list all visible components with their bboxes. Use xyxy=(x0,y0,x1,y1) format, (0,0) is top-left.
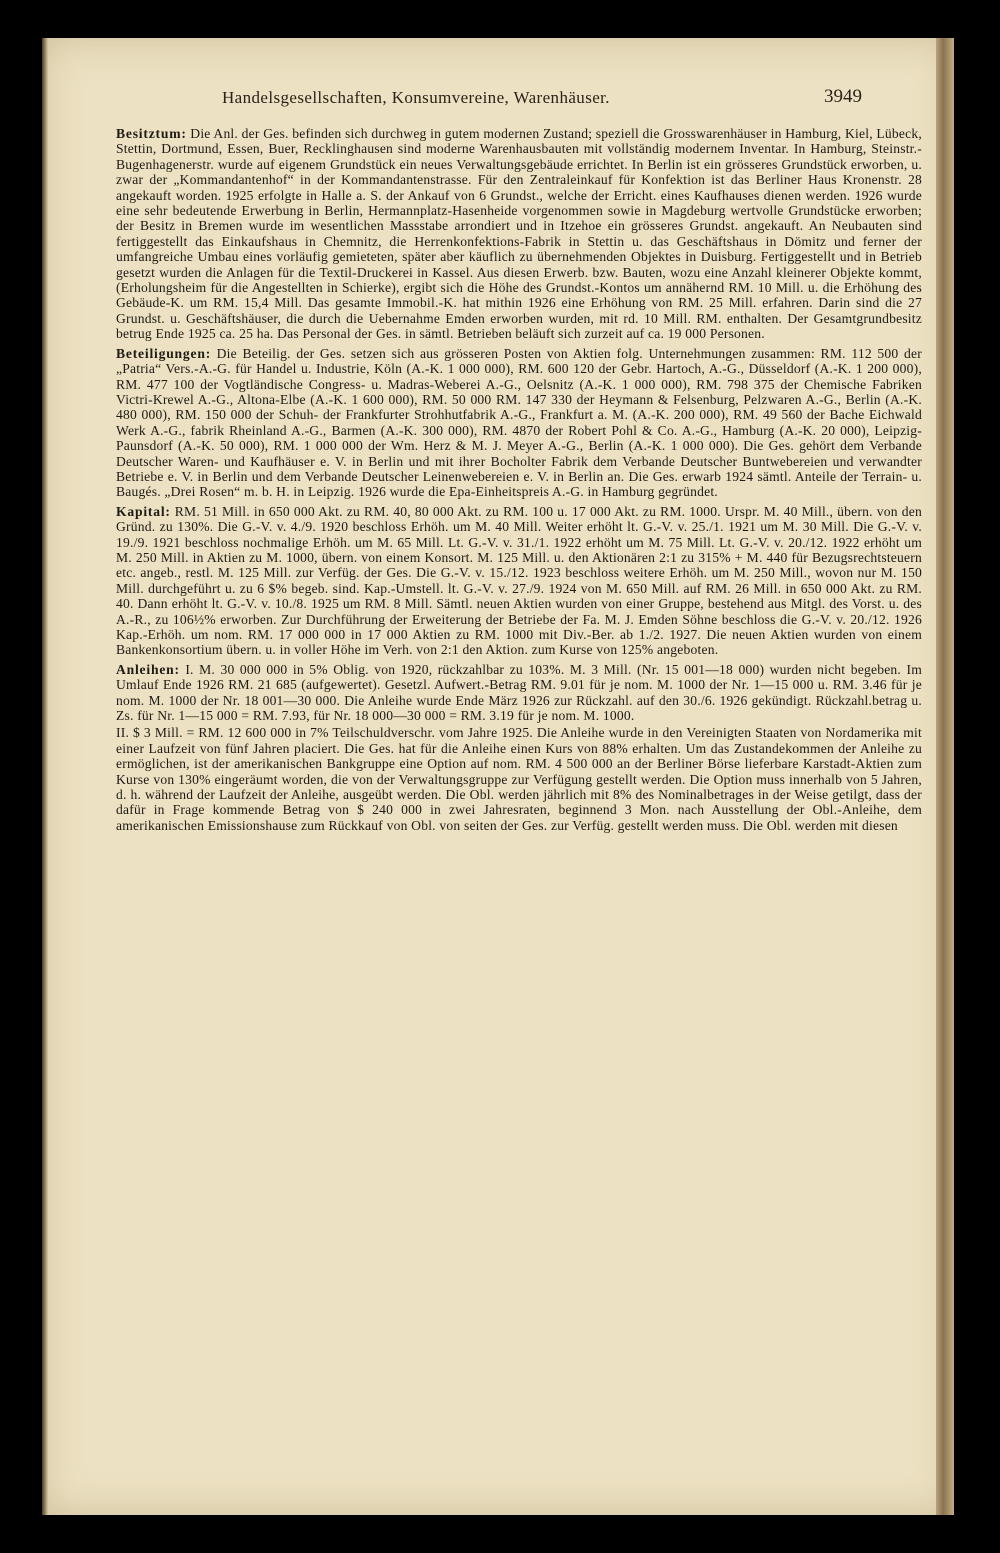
page-body xyxy=(116,126,922,835)
paragraph-anleihen xyxy=(116,662,922,724)
text-besitztum: Die Anl. der Ges. befinden sich durchweg in gutem modernen Zustand; speziell die Grosswarenhäuser in Hamburg, Kiel, Lübeck, Stettin, Dortmund, Essen, Buer, Recklinghausen sind moderne Warenhausbauten mit vollständig modernem Inventar. In Hamburg, Steinstr.-Bugenhagenerstr. wurde auf eigenem Grundstück ein neues Verwaltungsgebäude errichtet. In Berlin ist ein grösseres Grundstück erworben, u. zwar der „Kommandantenhof“ in der Kommandantenstrasse. Für den Zentraleinkauf für Konfektion ist das Berliner Haus Kronenstr. 28 angekauft worden. 1925 erfolgte in Halle a. S. der Ankauf von 6 Grundst., welche der Erricht. eines Kaufhauses dienen werden. 1926 wurde eine sehr bedeutende Erwerbung in Berlin, Hermannplatz-Hasenheide vorgenommen sowie in Magdeburg wertvolle Grundstücke erworben; der Besitz in Bremen wurde im wesentlichen Massstabe arrondiert und in Itzehoe ein grösseres Grundst. angekauft. An Neubauten sind fertiggestellt das Einkaufshaus in Chemnitz, die Herrenkonfektions-Fabrik in Stettin u. das Geschäftshaus in Dömitz und ferner der umfangreiche Umbau eines vorläufig gemieteten, später aber käuflich zu übernehmenden Objektes in Duisburg. Fertiggestellt und in Betrieb gesetzt wurden die Anlagen für die Textil-Druckerei in Kassel. Aus diesen Erwerb. bzw. Bauten, wozu eine Anzahl kleinerer Objekte kommt, (Erholungsheim für die Angestellten in Schierke), ergibt sich die Höhe des Grundst.-Kontos um annähernd RM. 10 Mill. u. die Erhöhung des Gebäude-K. um RM. 15,4 Mill. Das gesamte Immobil.-K. hat mithin 1926 eine Erhöhung von RM. 25 Mill. erfahren. Darin sind die 27 Grundst. u. Geschäftshäuser, die durch die Uebernahme Emden erworben wurden, mit rd. 10 Mill. RM. enthalten. Der Gesamtgrundbesitz betrug Ende 1925 ca. 25 ha. Das Personal der Ges. in sämtl. Betrieben beläuft sich zurzeit auf ca. 19 000 Personen. xyxy=(116,126,922,342)
paragraph-besitztum xyxy=(116,126,922,342)
page-header xyxy=(222,88,922,118)
heading-beteiligungen: Beteiligungen: xyxy=(116,345,212,361)
paragraph-kapital xyxy=(116,504,922,658)
paragraph-beteiligungen xyxy=(116,346,922,500)
page-edge xyxy=(936,38,954,1515)
text-beteiligungen: Die Beteilig. der Ges. setzen sich aus grösseren Posten von Aktien folg. Unternehmungen zusammen: RM. 112 500 der „Patria“ Vers.-A.-G. für Handel u. Industrie, Köln (A.-K. 1 000 000), RM. 600 120 der Gebr. Hartoch, A.-G., Düsseldorf (A.-K. 1 200 000), RM. 477 100 der Vogtländische Congress- u. Madras-Weberei A.-G., Oelsnitz (A.-K. 1 000 000), RM. 798 375 der Chemische Fabriken Victri-Krewel A.-G., Altona-Elbe (A.-K. 1 600 000), RM. 50 000 RM. 147 330 der Heymann & Felsenburg, Pelzwaren A.-G., Berlin (A.-K. 480 000), RM. 150 000 der Schuh- der Frankfurter Strohhutfabrik A.-G., Frankfurt a. M. (A.-K. 200 000), RM. 49 560 der Bache Eichwald Werk A.-G., fabrik Rheinland A.-G., Barmen (A.-K. 300 000), RM. 4870 der Robert Pohl & Co. A.-G., Hamburg (A.-K. 20 000), Leipzig-Paunsdorf (A.-K. 50 000), RM. 1 000 000 der Wm. Herz & M. J. Meyer A.-G., Berlin (A.-K. 1 000 000). Die Ges. gehört dem Verbande Deutscher Waren- und Kaufhäuser e. V. in Berlin und mit ihrer Bocholter Fabrik dem Verbande Deutscher Buntwebereien und verwandter Betriebe e. V. in Berlin und dem Verbande Deutscher Leinenwebereien e. V. in Berlin an. Die Ges. erwarb 1924 sämtl. Anteile der Terrain- u. Baugés. „Drei Rosen“ m. b. H. in Leipzig. 1926 wurde die Epa-Einheitspreis A.-G. in Hamburg gegründet. xyxy=(116,345,922,500)
page-spine xyxy=(42,38,48,1515)
page-number: 3949 xyxy=(824,86,862,107)
paragraph-anleihe-ii xyxy=(116,725,922,833)
text-kapital: RM. 51 Mill. in 650 000 Akt. zu RM. 40, 80 000 Akt. zu RM. 100 u. 17 000 Akt. zu RM. 1000. Urspr. M. 40 Mill., übern. von den Gründ. zu 130%. Die G.-V. v. 4./9. 1920 beschloss Erhöh. um M. 40 Mill. Weiter erhöht lt. G.-V. v. 25./1. 1921 um M. 30 Mill. Die G.-V. v. 19./9. 1921 beschloss nochmalige Erhöh. um M. 65 Mill. Lt. G.-V. v. 31./1. 1922 erhöht um M. 75 Mill. Lt. G.-V. v. 20./12. 1922 erhöht um M. 250 Mill. in Aktien zu M. 1000, übern. von einem Konsort. M. 125 Mill. u. den Aktionären 2:1 zu 315% + M. 440 für Bezugsrechtsteuern etc. angeb., restl. M. 125 Mill. zur Verfüg. der Ges. Die G.-V. v. 15./12. 1923 beschloss weitere Erhöh. um M. 250 Mill., wovon nur M. 150 Mill. durchgeführt u. zu 6 $% begeb. sind. Kap.-Umstell. lt. G.-V. v. 27./9. 1924 von M. 650 Mill. auf RM. 26 Mill. in 650 000 Akt. zu RM. 40. Dann erhöht lt. G.-V. v. 10./8. 1925 um RM. 8 Mill. Sämtl. neuen Aktien wurden von einer Gruppe, bestehend aus Mitgl. des Vorst. u. des A.-R., zu 106½% erworben. Zur Durchführung der Erweiterung der Betriebe der Fa. M. J. Emden Söhne beschloss die G.-V. v. 20./12. 1926 Kap.-Erhöh. um nom. RM. 17 000 000 in 17 000 Aktien zu RM. 1000 mit Div.-Ber. ab 1./2. 1927. Die neuen Aktien wurden von einem Bankenkonsortium übern. u. in voller Höhe im Verh. von 2:1 den Aktion. zum Kurse von 125% angeboten. xyxy=(116,503,922,658)
scanned-page xyxy=(42,38,954,1515)
text-anleihen: I. M. 30 000 000 in 5% Oblig. von 1920, rückzahlbar zu 103%. M. 3 Mill. (Nr. 15 001—18 000) wurden nicht begeben. Im Umlauf Ende 1926 RM. 21 685 (aufgewertet). Gesetzl. Aufwert.-Betrag RM. 9.01 für je nom. M. 1000 der Nr. 1—15 000 u. RM. 3.46 für je nom. M. 1000 der Nr. 18 001—30 000. Die Anleihe wurde Ende März 1926 zur Rückzahl. auf den 30./6. 1926 gekündigt. Rückzahl.betrag u. Zs. für Nr. 1—15 000 = RM. 7.93, für Nr. 18 000—30 000 = RM. 3.19 für je nom. M. 1000. xyxy=(116,661,922,724)
heading-kapital: Kapital: xyxy=(116,503,171,519)
running-title: Handelsgesellschaften, Konsumvereine, Warenhäuser. xyxy=(222,88,610,107)
text-anleihe-ii: II. $ 3 Mill. = RM. 12 600 000 in 7% Teilschuldverschr. vom Jahre 1925. Die Anleihe wurde in den Vereinigten Staaten von Nordamerika mit einer Laufzeit von fünf Jahren placiert. Die Ges. hat für die Anleihe einen Kurs von 88% erhalten. Um das Zustandekommen der Anleihe zu ermöglichen, ist der amerikanischen Bankgruppe eine Option auf nom. RM. 4 500 000 an der Berliner Börse lieferbare Karstadt-Aktien zum Kurse von 130% eingeräumt worden, die von der Verwaltungsgruppe zur Verfügung gestellt werden. Die Option muss innerhalb von 5 Jahren, d. h. während der Laufzeit der Anleihe, ausgeübt werden. Die Obl. werden jährlich mit 8% des Nominalbetrages in der Weise getilgt, dass der dafür in Frage kommende Betrag von $ 240 000 in zwei Jahresraten, beginnend 3 Mon. nach Ausstellung der Obl.-Anleihe, dem amerikanischen Emissionshause zum Rückkauf von Obl. von seiten der Ges. zur Verfüg. gestellt werden muss. Die Obl. werden mit diesen xyxy=(116,725,922,833)
heading-besitztum: Besitztum: xyxy=(116,126,187,141)
heading-anleihen: Anleihen: xyxy=(116,661,180,677)
